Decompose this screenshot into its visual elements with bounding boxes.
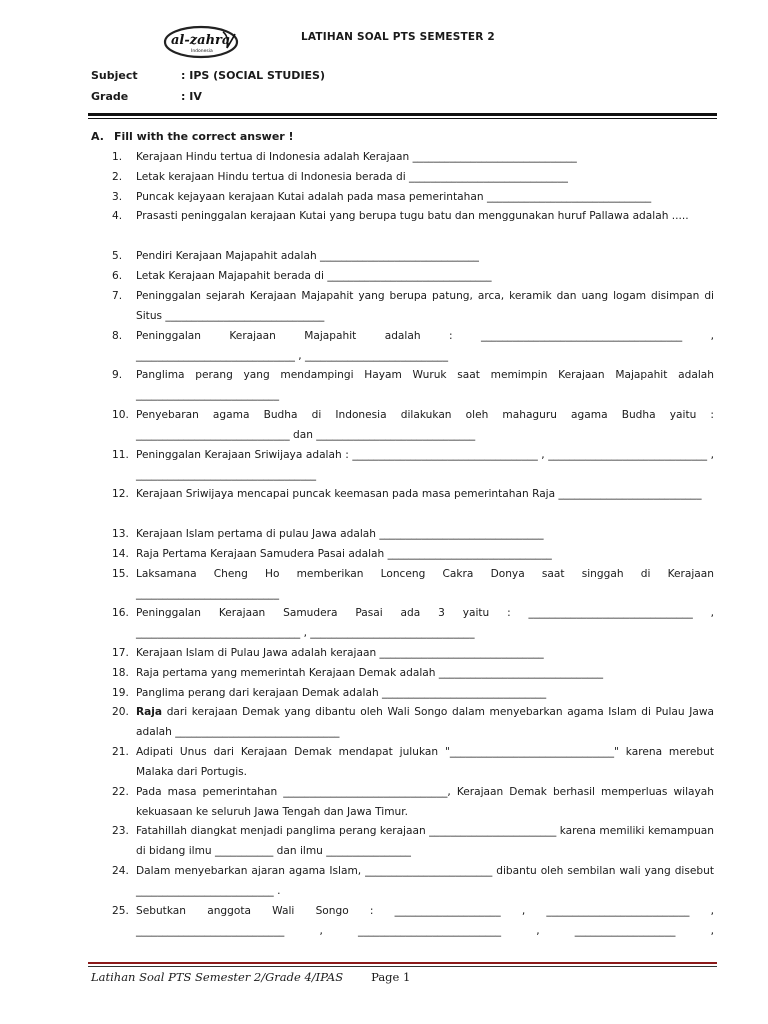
question-item: [112, 604, 714, 644]
question-number: 24.: [112, 865, 129, 877]
question-number: 13.: [112, 528, 129, 540]
question-number: 9.: [112, 369, 123, 381]
question-item: [112, 664, 714, 684]
question-item: [112, 485, 714, 505]
question-number: 1.: [112, 151, 123, 163]
question-number: 25.: [112, 905, 129, 917]
question-item: [112, 545, 714, 565]
question-number: 15.: [112, 568, 129, 580]
question-text: Letak Kerajaan Majapahit berada di _______________________________: [136, 270, 492, 282]
document-title: LATIHAN SOAL PTS SEMESTER 2: [301, 31, 495, 43]
question-text: Letak kerajaan Hindu tertua di Indonesia berada di ______________________________: [136, 171, 568, 183]
question-text: Peninggalan Kerajaan Samudera Pasai ada 3 yaitu : _______________________________ , _______________________________ , _______________________________: [136, 607, 714, 639]
question-text: Raja Pertama Kerajaan Samudera Pasai adalah _______________________________: [136, 548, 552, 560]
question-text: Kerajaan Sriwijaya mencapai puncak keemasan pada masa pemerintahan Raja ___________________________: [136, 488, 702, 500]
question-number: 8.: [112, 330, 123, 342]
question-item: [112, 406, 714, 446]
grade-row: [91, 90, 202, 103]
question-item: [112, 327, 714, 367]
grade-label: Grade: [91, 90, 129, 103]
question-item: [112, 287, 714, 327]
svg-text:al-zahra: al-zahra: [171, 33, 231, 48]
header-divider: [88, 113, 717, 116]
footer-label: Latihan Soal PTS Semester 2/Grade 4/IPAS: [91, 970, 344, 984]
question-number: 12.: [112, 488, 129, 500]
question-text: Pada masa pemerintahan _______________________________, Kerajaan Demak berhasil memperluas wilayah kekuasaan ke seluruh Jawa Tengah dan Jawa Timur.: [136, 786, 714, 818]
question-number: 11.: [112, 449, 129, 461]
question-text: Sebutkan anggota Wali Songo : ____________________ , ___________________________ , ____________________________ , ___________________________ , ___________________ ,: [136, 905, 714, 937]
footer-divider: [88, 962, 717, 964]
question-text-rest: dari kerajaan Demak yang dibantu oleh Wali Songo dalam menyebarkan agama Islam di Pulau Jawa adalah _______________________________: [136, 706, 714, 738]
section-heading: [91, 130, 294, 143]
question-item: [112, 247, 714, 267]
question-item: [112, 565, 714, 605]
question-number: 5.: [112, 250, 123, 262]
question-text: Peninggalan Kerajaan Sriwijaya adalah : ___________________________________ , ______________________________ , __________________________________: [136, 449, 714, 481]
question-number: 22.: [112, 786, 129, 798]
question-text: Dalam menyebarkan ajaran agama Islam, ________________________ dibantu oleh sembilan wali yang disebut __________________________ .: [136, 865, 714, 897]
question-item: [112, 783, 714, 823]
question-text: Puncak kejayaan kerajaan Kutai adalah pada masa pemerintahan _______________________________: [136, 191, 652, 203]
header-divider-thin: [88, 118, 717, 119]
question-item: [112, 822, 714, 862]
question-item: [112, 207, 714, 227]
question-text: Pendiri Kerajaan Majapahit adalah ______________________________: [136, 250, 479, 262]
grade-value: : IV: [181, 90, 202, 103]
question-text: Kerajaan Islam di Pulau Jawa adalah kerajaan _______________________________: [136, 647, 544, 659]
page-number: Page 1: [371, 970, 411, 984]
question-number: 7.: [112, 290, 123, 302]
question-text: Adipati Unus dari Kerajaan Demak mendapat julukan "_______________________________" karena merebut Malaka dari Portugis.: [136, 746, 714, 778]
question-text: Kerajaan Islam pertama di pulau Jawa adalah _______________________________: [136, 528, 544, 540]
question-text: Raja pertama yang memerintah Kerajaan Demak adalah _______________________________: [136, 667, 604, 679]
subject-row: [91, 69, 325, 82]
subject-value: : IPS (SOCIAL STUDIES): [181, 69, 325, 82]
question-text: Kerajaan Hindu tertua di Indonesia adalah Kerajaan _______________________________: [136, 151, 577, 163]
question-text: Panglima perang yang mendampingi Hayam Wuruk saat memimpin Kerajaan Majapahit adalah ___________________________: [136, 369, 714, 401]
question-number: 14.: [112, 548, 129, 560]
question-text: [136, 703, 714, 743]
question-text: Peninggalan Kerajaan Majapahit adalah : ______________________________________ , ______________________________ , ___________________________: [136, 330, 714, 362]
section-title: Fill with the correct answer !: [114, 130, 294, 143]
question-number: 10.: [112, 409, 129, 421]
question-number: 20.: [112, 706, 129, 718]
question-item: [112, 366, 714, 406]
question-number: 17.: [112, 647, 129, 659]
question-item: [112, 684, 714, 704]
question-item: [112, 168, 714, 188]
question-number: 21.: [112, 746, 129, 758]
page-footer: [91, 970, 410, 984]
svg-text:Indonesia: Indonesia: [191, 49, 213, 54]
question-text: Panglima perang dari kerajaan Demak adalah _______________________________: [136, 687, 547, 699]
section-letter: A.: [91, 130, 104, 143]
subject-label: Subject: [91, 69, 138, 82]
question-item: [112, 525, 714, 545]
question-number: 4.: [112, 210, 123, 222]
question-number: 3.: [112, 191, 123, 203]
question-item: [112, 743, 714, 783]
question-text: Prasasti peninggalan kerajaan Kutai yang berupa tugu batu dan menggunakan huruf Pallawa adalah .....: [136, 210, 689, 222]
question-number: 23.: [112, 825, 129, 837]
question-number: 6.: [112, 270, 123, 282]
question-item: [112, 188, 714, 208]
question-number: 16.: [112, 607, 129, 619]
question-item: [112, 267, 714, 287]
question-text: Penyebaran agama Budha di Indonesia dilakukan oleh mahaguru agama Budha yaitu : _____________________________ dan ______________________________: [136, 409, 714, 441]
question-bold-word: Raja: [136, 706, 163, 718]
question-number: 2.: [112, 171, 123, 183]
question-item: [112, 148, 714, 168]
question-item: [112, 644, 714, 664]
question-text: Fatahillah diangkat menjadi panglima perang kerajaan ________________________ karena memiliki kemampuan di bidang ilmu ___________ dan ilmu ________________: [136, 825, 714, 857]
question-text: Peninggalan sejarah Kerajaan Majapahit yang berupa patung, arca, keramik dan uang logam disimpan di Situs ______________________________: [136, 290, 714, 322]
question-item: [112, 446, 714, 486]
al-zahra-logo: [163, 24, 243, 60]
question-text: Laksamana Cheng Ho memberikan Lonceng Cakra Donya saat singgah di Kerajaan ___________________________: [136, 568, 714, 600]
footer-divider-thin: [88, 966, 717, 967]
question-number: 18.: [112, 667, 129, 679]
question-item: [112, 703, 714, 743]
question-item: [112, 862, 714, 902]
question-number: 19.: [112, 687, 129, 699]
question-item: [112, 902, 714, 942]
